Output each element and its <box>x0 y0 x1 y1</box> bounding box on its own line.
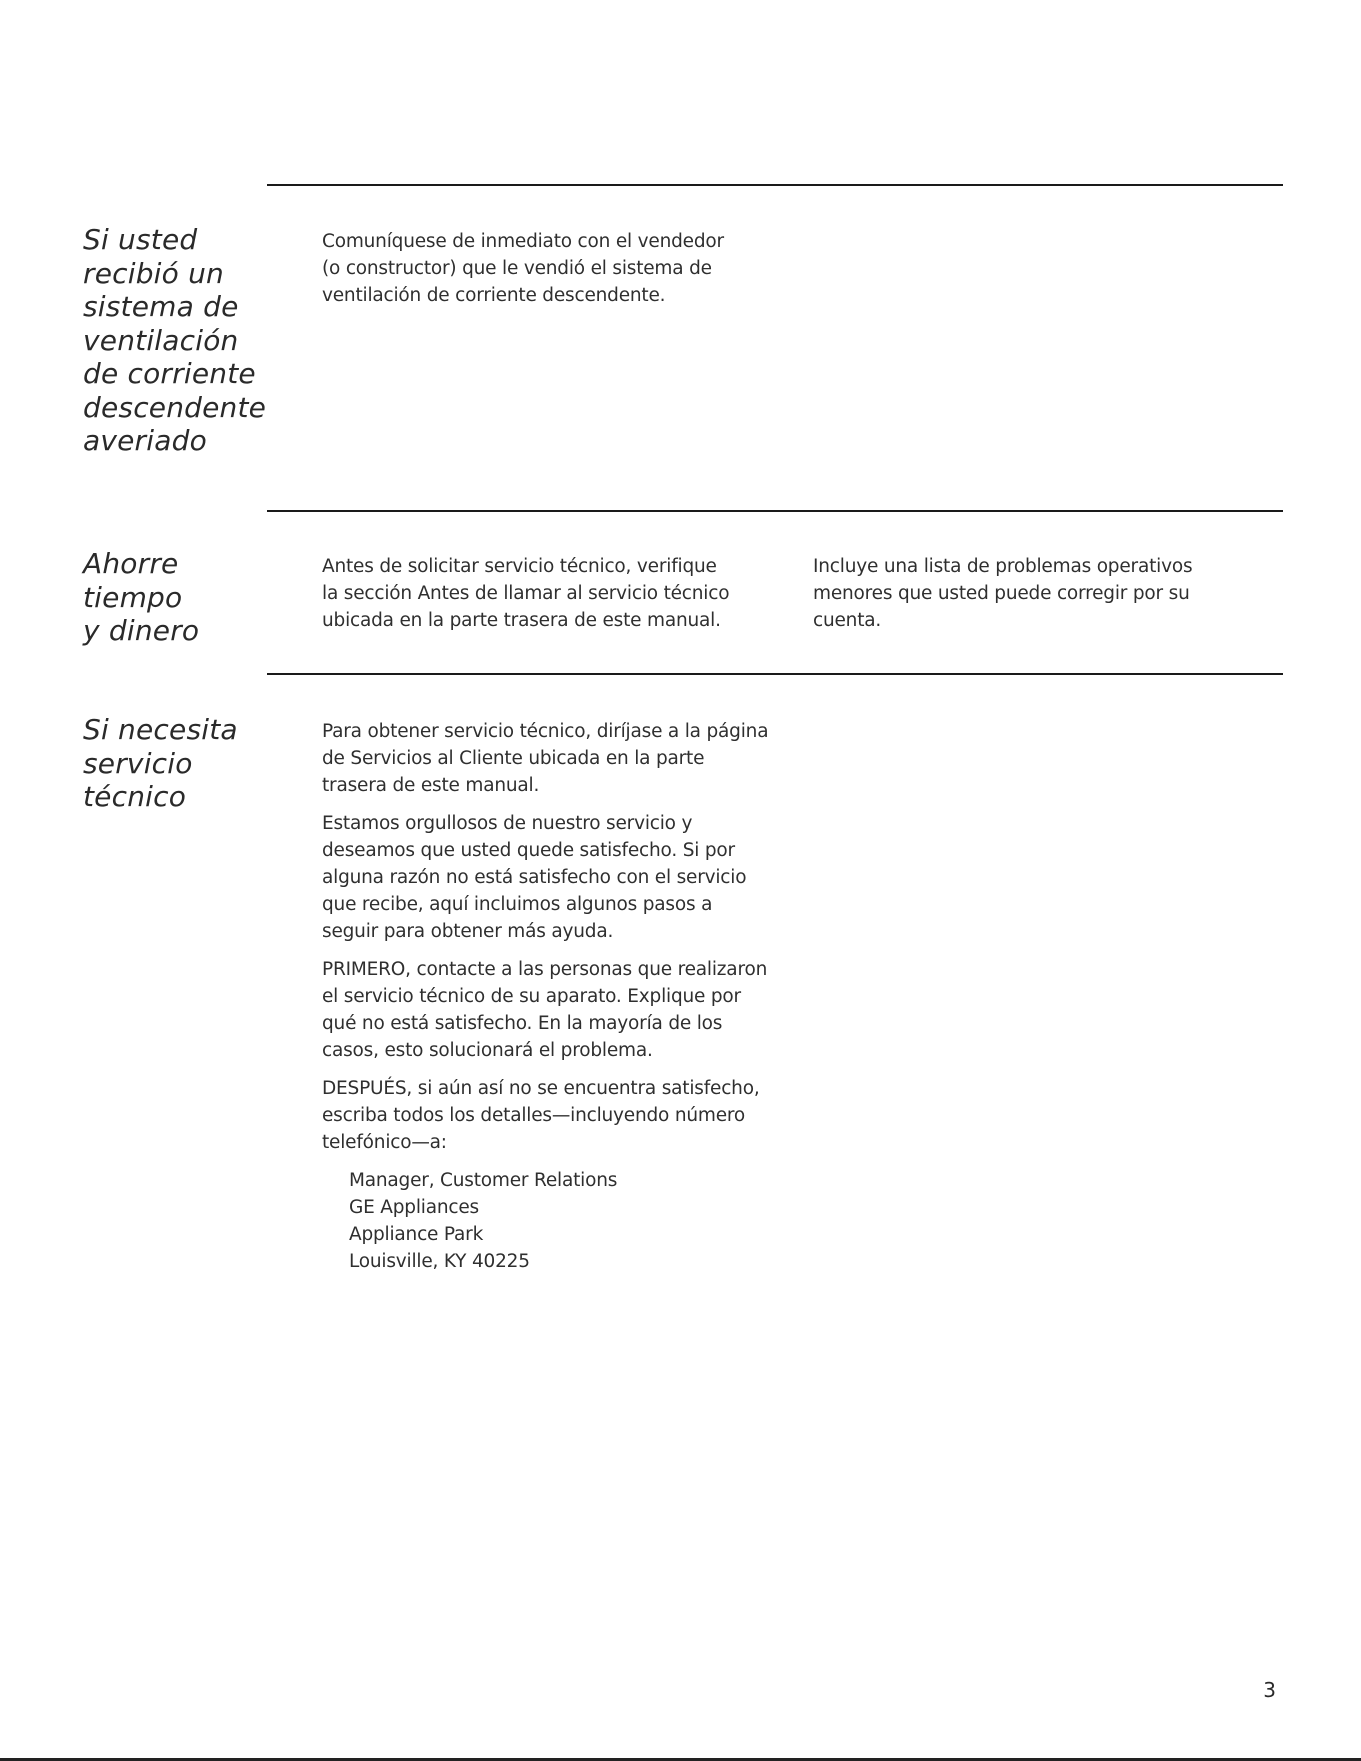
body-line: (o constructor) que le vendió el sistema de <box>322 258 712 279</box>
paragraph <box>322 956 768 1064</box>
body-line: Comuníquese de inmediato con el vendedor <box>322 231 724 252</box>
save-time-column-1 <box>322 553 729 634</box>
body-line: el servicio técnico de su aparato. Explique por <box>322 986 741 1007</box>
heading-line: Ahorre <box>83 547 179 580</box>
heading-line: Si necesita <box>83 713 238 746</box>
heading-line: tiempo <box>83 580 183 614</box>
body-line: menores que usted puede corregir por su <box>813 583 1190 604</box>
body-line: Antes de solicitar servicio técnico, verifique <box>322 556 717 577</box>
address-line: Louisville, KY 40225 <box>349 1251 530 1272</box>
section-heading-damaged-system <box>83 223 266 458</box>
body-line: de Servicios al Cliente ubicada en la parte <box>322 748 705 769</box>
body-line: Estamos orgullosos de nuestro servicio y <box>322 813 693 834</box>
address-line: Manager, Customer Relations <box>349 1170 618 1191</box>
paragraph <box>322 810 768 945</box>
body-line: seguir para obtener más ayuda. <box>322 921 614 942</box>
body-line: qué no está satisfecho. En la mayoría de los <box>322 1013 723 1034</box>
heading-line: descendente <box>83 390 267 424</box>
body-line: alguna razón no está satisfecho con el servicio <box>322 867 747 888</box>
body-line: deseamos que usted quede satisfecho. Si por <box>322 840 735 861</box>
heading-line: recibió un <box>83 256 224 290</box>
section-divider-top <box>267 184 1283 186</box>
save-time-column-2 <box>813 553 1192 634</box>
address-line: GE Appliances <box>349 1197 479 1218</box>
heading-line: Si usted <box>83 223 198 256</box>
paragraph <box>322 718 768 799</box>
heading-line: de corriente <box>83 357 256 390</box>
heading-line: averiado <box>83 424 207 457</box>
heading-line: técnico <box>83 780 187 813</box>
heading-line: ventilación <box>83 323 239 357</box>
section-heading-need-service <box>83 713 238 814</box>
section-divider-bottom <box>267 673 1283 675</box>
body-line: ventilación de corriente descendente. <box>322 285 666 306</box>
section-heading-save-time <box>83 547 199 648</box>
body-line: ubicada en la parte trasera de este manual. <box>322 610 721 631</box>
need-service-body <box>322 718 768 1275</box>
address-line: Appliance Park <box>349 1224 484 1245</box>
body-line: Incluye una lista de problemas operativos <box>813 556 1193 577</box>
body-line: Para obtener servicio técnico, diríjase a la página <box>322 721 769 742</box>
heading-line: sistema de <box>83 290 239 323</box>
body-line: cuenta. <box>813 610 882 631</box>
body-line: la sección Antes de llamar al servicio técnico <box>322 583 730 604</box>
heading-line: servicio <box>83 746 193 780</box>
section-divider-middle <box>267 510 1283 512</box>
body-line: casos, esto solucionará el problema. <box>322 1040 653 1061</box>
body-line: telefónico—a: <box>322 1132 447 1153</box>
paragraph <box>322 1075 768 1156</box>
body-line: DESPUÉS, si aún así no se encuentra satisfecho, <box>322 1078 760 1099</box>
body-line: escriba todos los detalles—incluyendo número <box>322 1105 746 1126</box>
body-line: trasera de este manual. <box>322 775 540 796</box>
page-number: 3 <box>1263 1678 1276 1702</box>
mailing-address <box>322 1167 768 1275</box>
heading-line: y dinero <box>83 614 200 647</box>
body-line: PRIMERO, contacte a las personas que realizaron <box>322 959 768 980</box>
damaged-system-instructions <box>322 228 724 309</box>
body-line: que recibe, aquí incluimos algunos pasos a <box>322 894 713 915</box>
